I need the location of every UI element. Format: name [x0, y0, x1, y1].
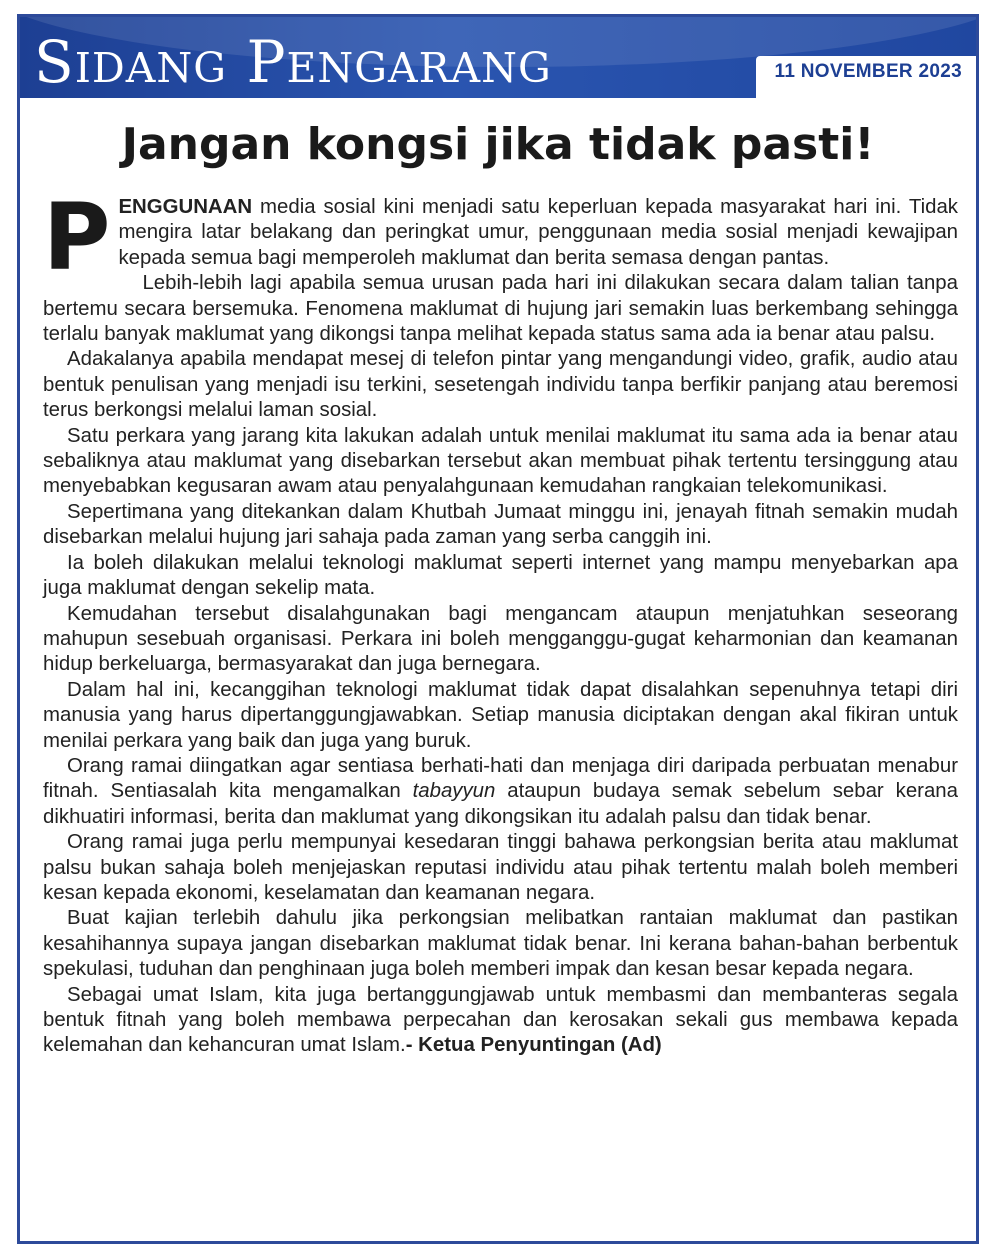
- paragraph-3: Adakalanya apabila mendapat mesej di telefon pintar yang mengandungi video, grafik, audio atau bentuk penulisan yang menjadi isu terkini, sesetengah individu tanpa berfikir panjang atau beremosi terus berkongsi melalui laman sosial.: [43, 348, 958, 422]
- masthead-title: Sidang Pengarang: [34, 28, 552, 96]
- headline: Jangan kongsi jika tidak pasti!: [121, 119, 875, 170]
- paragraph-9-text-a: Orang ramai diingatkan agar sentiasa berhati-hati dan menjaga diri daripada perbuatan menabur fitnah. Sentiasalah kita mengamalkan: [43, 754, 958, 803]
- editorial-frame: [17, 14, 979, 1244]
- paragraph-2: Lebih-lebih lagi apabila semua urusan pada hari ini dilakukan secara dalam talian tanpa bertemu secara bersemuka. Fenomena maklumat di hujung jari semakin luas berkembang sehingga terlalu banyak maklumat yang dikongsi tanpa melihat kepada status sama ada ia benar atau palsu.: [43, 272, 958, 346]
- paragraph-10: Orang ramai juga perlu mempunyai kesedaran tinggi bahawa perkongsian berita atau maklumat palsu bukan sahaja boleh menjejaskan reputasi individu atau pihak tertentu malah boleh memberi kesan kepada ekonomi, keselamatan dan keamanan negara.: [43, 831, 958, 904]
- tabayyun-term: tabayyun: [412, 780, 496, 803]
- paragraph-11: Buat kajian terlebih dahulu jika perkongsian melibatkan rantaian maklumat dan pastikan kesahihannya supaya jangan disebarkan maklumat tidak benar. Ini kerana bahan-bahan berbentuk spekulasi, tuduhan dan penghinaan juga boleh memberi impak dan kesan besar kepada negara.: [43, 907, 958, 981]
- paragraph-6: Ia boleh dilakukan melalui teknologi maklumat seperti internet yang mampu menyebarkan apa juga maklumat dengan sekelip mata.: [43, 551, 958, 600]
- paragraph-7: Kemudahan tersebut disalahgunakan bagi mengancam ataupun menjatuhkan seseorang mahupun sesebuah organisasi. Perkara ini boleh mengganggu-gugat keharmonian dan keamanan hidup berkeluarga, bermasyarakat dan juga bernegara.: [43, 602, 958, 676]
- paragraph-12-text: Sebagai umat Islam, kita juga bertanggungjawab untuk membasmi dan membanteras segala bentuk fitnah yang boleh membawa perpecahan dan kerosakan sekali gus membawa kepada kelemahan dan kehancuran umat Islam.: [43, 983, 958, 1057]
- paragraph-5: Sepertimana yang ditekankan dalam Khutbah Jumaat minggu ini, jenayah fitnah semakin mudah disebarkan melalui hujung jari sahaja pada zaman yang serba canggih ini.: [43, 500, 958, 549]
- issue-date: 11 NOVEMBER 2023: [774, 61, 962, 82]
- paragraph-9-text-b: ataupun budaya semak sebelum sebar kerana dikhuatiri informasi, berita dan maklumat yang dikongsikan itu adalah palsu dan tidak benar.: [43, 780, 958, 828]
- lead-word: ENGGUNAAN: [118, 196, 253, 218]
- paragraph-1-text: media sosial kini menjadi satu keperluan kepada masyarakat hari ini. Tidak mengira latar belakang dan peringkat umur, penggunaan media sosial menjadi kewajipan kepada semua bagi memperoleh maklumat dan berita semasa dengan pantas.: [118, 196, 958, 269]
- article-body: [43, 184, 958, 1059]
- paragraph-4: Satu perkara yang jarang kita lakukan adalah untuk menilai maklumat itu sama ada ia benar atau sebaliknya atau maklumat yang disebarkan tersebut akan membuat pihak tertentu tersinggung atau menyebabkan kegusaran awam atau penyalahgunaan kemudahan rangkaian telekomunikasi.: [43, 424, 958, 498]
- paragraph-8: Dalam hal ini, kecanggihan teknologi maklumat tidak dapat disalahkan sepenuhnya tetapi diri manusia yang harus dipertanggungjawabkan. Setiap manusia diciptakan dengan akal fikiran untuk menilai perkara yang baik dan juga yang buruk.: [43, 678, 958, 752]
- paragraph-9: [43, 754, 958, 830]
- paragraph-12: [43, 983, 958, 1059]
- paragraph-1: [43, 184, 958, 291]
- drop-cap: P: [43, 184, 111, 291]
- masthead-banner: [20, 17, 976, 98]
- author-signature: - Ketua Penyuntingan (Ad): [405, 1034, 662, 1057]
